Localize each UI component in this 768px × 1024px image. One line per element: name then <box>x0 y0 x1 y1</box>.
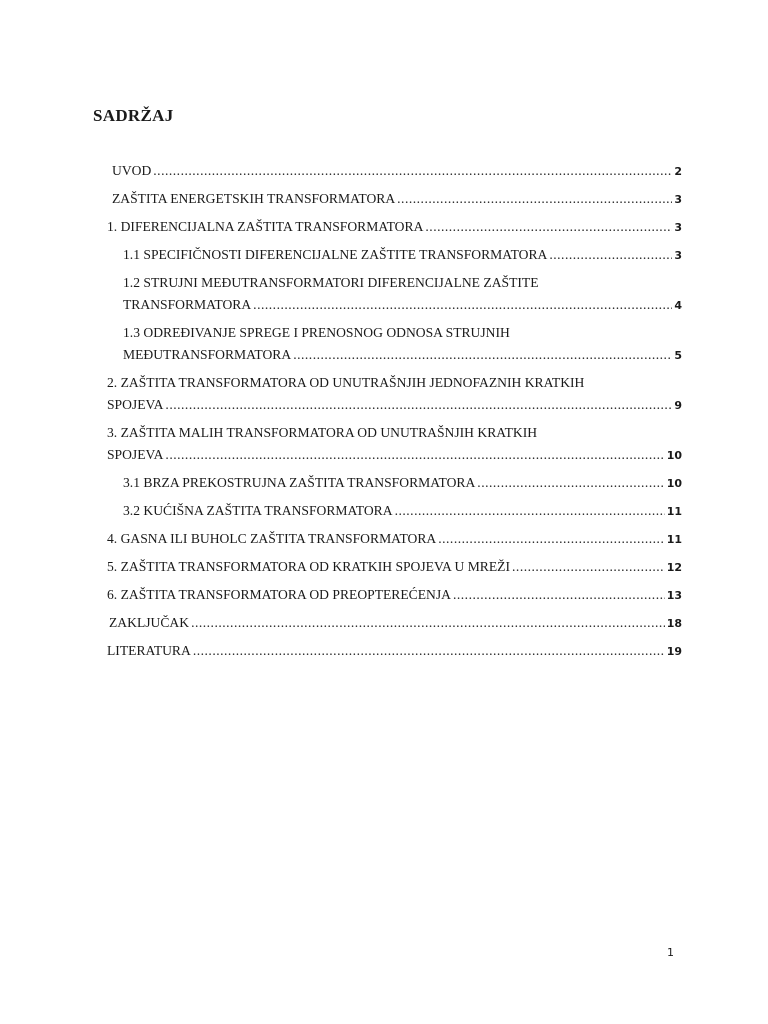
toc-leader <box>153 160 672 182</box>
toc-leader <box>477 472 664 494</box>
toc-leader <box>549 244 672 266</box>
toc-entry-zakljucak[interactable] <box>109 612 682 635</box>
toc-leader <box>191 612 665 634</box>
toc-leader <box>438 528 664 550</box>
toc-leader <box>425 216 672 238</box>
toc-entry-page: 10 <box>666 449 682 462</box>
toc-entry-title: 3.2 KUĆIŠNA ZAŠTITA TRANSFORMATORA <box>123 503 393 518</box>
toc-entry-page: 2 <box>674 165 682 178</box>
toc-entry-title-line1: 1.2 STRUJNI MEĐUTRANSFORMATORI DIFERENCIJALNE ZAŠTITE <box>123 275 539 290</box>
toc-entry-title-line2: SPOJEVA <box>107 447 164 462</box>
toc-leader <box>293 344 672 366</box>
toc-leader <box>165 394 672 416</box>
toc-leader <box>397 188 672 210</box>
toc-heading: SADRŽAJ <box>93 106 174 125</box>
toc-entry-title: 6. ZAŠTITA TRANSFORMATORA OD PREOPTEREĆENJA <box>107 587 451 602</box>
toc-entry-page: 18 <box>666 617 682 630</box>
toc-entry-page: 13 <box>666 589 682 602</box>
toc-entry-title: 4. GASNA ILI BUHOLC ZAŠTITA TRANSFORMATORA <box>107 531 437 546</box>
toc-entry-title: ZAŠTITA ENERGETSKIH TRANSFORMATORA <box>112 191 396 206</box>
toc-entry-page: 5 <box>674 349 682 362</box>
toc-entry-title-line2: TRANSFORMATORA <box>123 297 252 312</box>
toc-entry-6[interactable] <box>107 584 682 607</box>
toc-entry-1-1[interactable] <box>123 244 682 267</box>
toc-entry-page: 3 <box>674 221 682 234</box>
toc-entry-page: 11 <box>666 505 682 518</box>
toc-entry-title-line1: 3. ZAŠTITA MALIH TRANSFORMATORA OD UNUTRAŠNJIH KRATKIH <box>107 425 538 440</box>
toc-entry-literatura[interactable] <box>107 640 682 663</box>
toc-entry-5[interactable] <box>107 556 682 579</box>
toc-entry-3-2[interactable] <box>123 500 682 523</box>
toc-entry-title: ZAKLJUČAK <box>109 615 190 630</box>
toc-entry-1-3[interactable] <box>123 322 682 367</box>
toc-entry-page: 11 <box>666 533 682 546</box>
toc-entry-4[interactable] <box>107 528 682 551</box>
toc-entry-title-line2: MEĐUTRANSFORMATORA <box>123 347 292 362</box>
toc-entry-page: 3 <box>674 193 682 206</box>
toc-entry-title: 5. ZAŠTITA TRANSFORMATORA OD KRATKIH SPOJEVA U MREŽI <box>107 559 511 574</box>
toc-leader <box>395 500 665 522</box>
toc-entry-title: LITERATURA <box>107 643 191 658</box>
toc-entry-page: 10 <box>666 477 682 490</box>
toc-entry-page: 12 <box>666 561 682 574</box>
toc-entry-zastita-energetskih[interactable] <box>112 188 682 211</box>
toc-entry-title-line1: 1.3 ODREĐIVANJE SPREGE I PRENOSNOG ODNOSA STRUJNIH <box>123 325 510 340</box>
toc-entry-3-1[interactable] <box>123 472 682 495</box>
table-of-contents <box>0 160 768 668</box>
toc-entry-page: 19 <box>666 645 682 658</box>
toc-leader <box>193 640 665 662</box>
toc-leader <box>165 444 664 466</box>
toc-entry-title: UVOD <box>112 163 152 178</box>
toc-entry-page: 3 <box>674 249 682 262</box>
toc-leader <box>253 294 672 316</box>
toc-leader <box>512 556 665 578</box>
toc-entry-2[interactable] <box>107 372 682 417</box>
toc-entry-1[interactable] <box>107 216 682 239</box>
toc-entry-title-line1: 2. ZAŠTITA TRANSFORMATORA OD UNUTRAŠNJIH JEDNOFAZNIH KRATKIH <box>107 375 585 390</box>
page-number: 1 <box>667 946 674 959</box>
toc-entry-title: 1. DIFERENCIJALNA ZAŠTITA TRANSFORMATORA <box>107 219 424 234</box>
toc-entry-page: 9 <box>674 399 682 412</box>
toc-entry-title: 3.1 BRZA PREKOSTRUJNA ZAŠTITA TRANSFORMATORA <box>123 475 476 490</box>
toc-entry-3[interactable] <box>107 422 682 467</box>
toc-entry-title: 1.1 SPECIFIČNOSTI DIFERENCIJALNE ZAŠTITE TRANSFORMATORA <box>123 247 548 262</box>
toc-entry-uvod[interactable] <box>112 160 682 183</box>
toc-leader <box>453 584 665 606</box>
toc-entry-1-2[interactable] <box>123 272 682 317</box>
toc-entry-page: 4 <box>674 299 682 312</box>
toc-entry-title-line2: SPOJEVA <box>107 397 164 412</box>
